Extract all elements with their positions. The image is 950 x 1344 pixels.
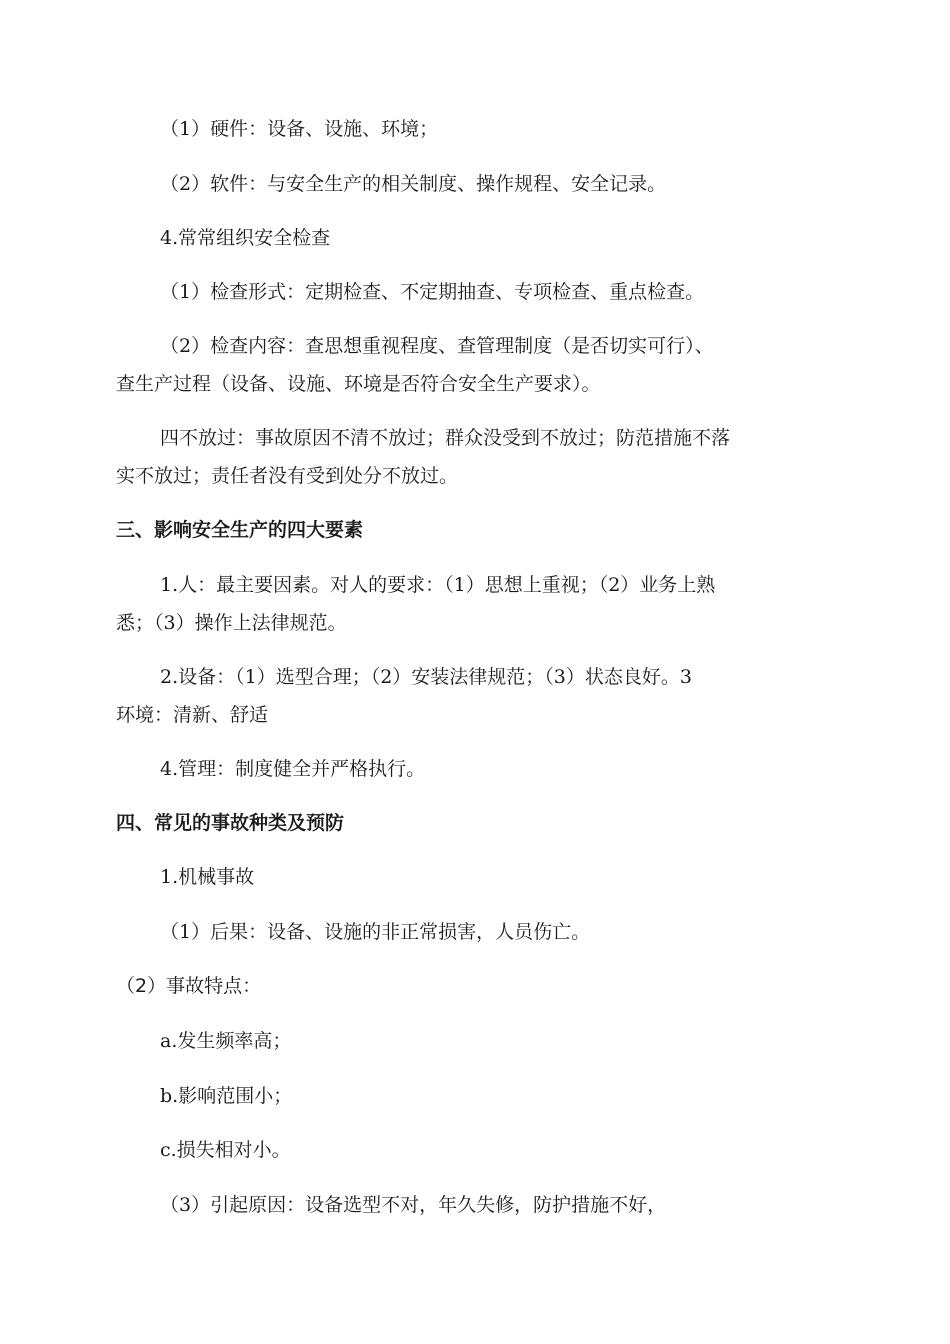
paragraph-four-not-let-go-line2: 实不放过；责任者没有受到处分不放过。 [116, 465, 459, 487]
paragraph-mechanical-accident: 1.机械事故 [160, 866, 255, 888]
section-heading-four: 四、常见的事故种类及预防 [116, 812, 345, 834]
paragraph-management: 4.管理：制度健全并严格执行。 [160, 758, 426, 780]
paragraph-accident-features: （2）事故特点： [116, 975, 262, 997]
paragraph-inspection-content-line2: 查生产过程（设备、设施、环境是否符合安全生产要求）。 [116, 373, 601, 395]
paragraph-four-not-let-go-line1: 四不放过：事故原因不清不放过；群众没受到不放过；防范措施不落 [160, 427, 731, 449]
list-item-feature-b: b.影响范围小； [160, 1085, 293, 1107]
paragraph-safety-inspection: 4.常常组织安全检查 [160, 227, 331, 249]
paragraph-inspection-form: （1）检查形式：定期检查、不定期抽查、专项检查、重点检查。 [160, 281, 705, 303]
paragraph-cause: （3）引起原因：设备选型不对，年久失修，防护措施不好， [160, 1194, 667, 1216]
paragraph-equipment-line1: 2.设备：（1）选型合理；（2）安装法律规范；（3）状态良好。3 [160, 666, 692, 688]
paragraph-consequence: （1）后果：设备、设施的非正常损害，人员伤亡。 [160, 921, 591, 943]
paragraph-person-line1: 1.人：最主要因素。对人的要求：（1）思想上重视；（2）业务上熟 [160, 574, 716, 596]
paragraph-software: （2）软件：与安全生产的相关制度、操作规程、安全记录。 [160, 173, 667, 195]
paragraph-person-line2: 悉；（3）操作上法律规范。 [116, 612, 347, 634]
list-item-feature-a: a.发生频率高； [160, 1030, 292, 1052]
paragraph-inspection-content-line1: （2）检查内容：查思想重视程度、查管理制度（是否切实可行）、 [160, 335, 714, 357]
list-item-feature-c: c.损失相对小。 [160, 1139, 291, 1161]
section-heading-three: 三、影响安全生产的四大要素 [116, 519, 364, 541]
paragraph-hardware: （1）硬件：设备、设施、环境； [160, 118, 439, 140]
paragraph-equipment-line2: 环境：清新、舒适 [116, 704, 269, 726]
